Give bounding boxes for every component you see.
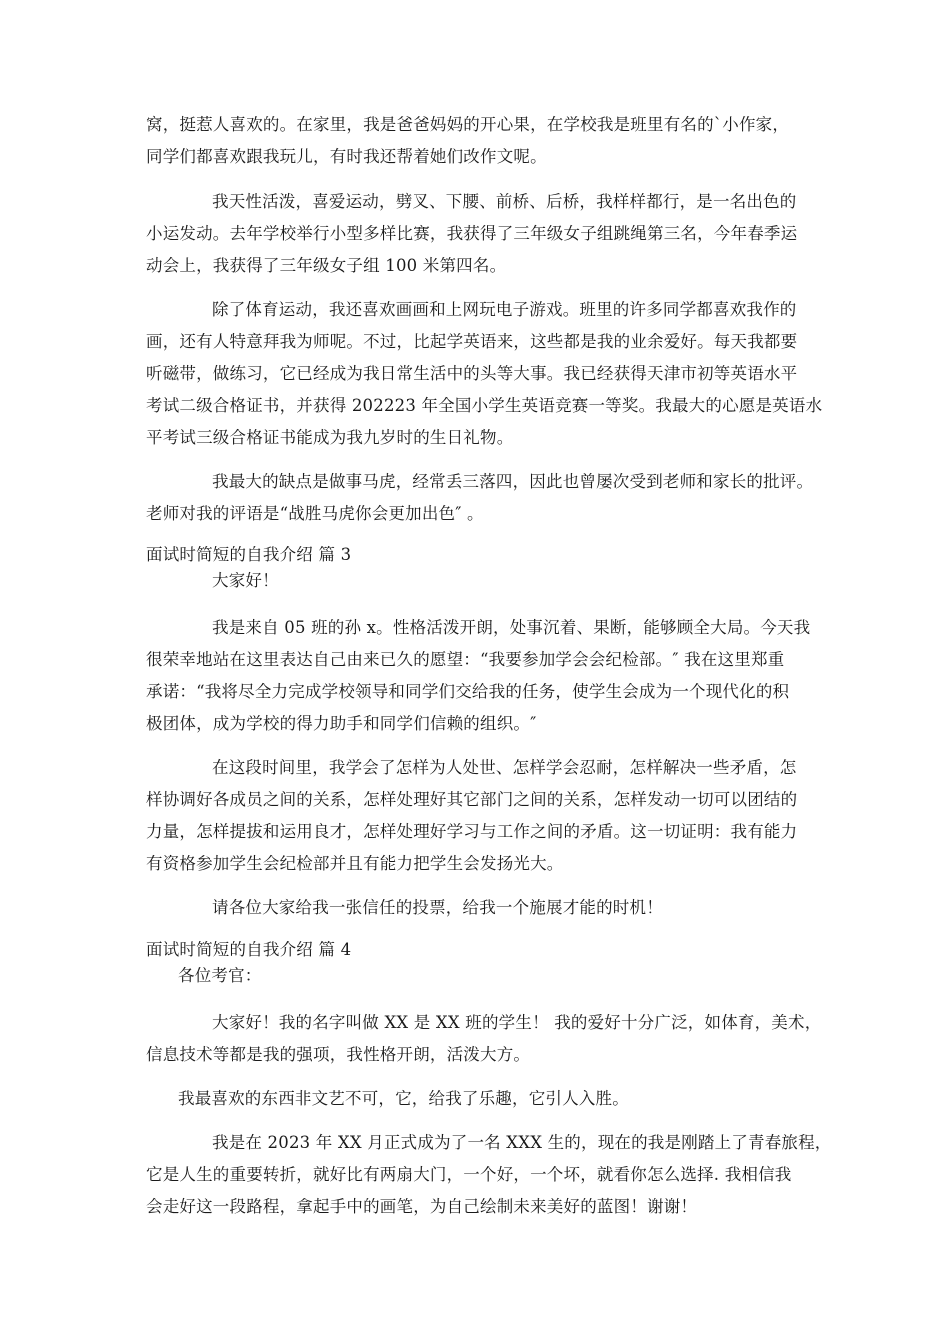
text-line: 大家好！我的名字叫做 XX 是 XX 班的学生！ 我的爱好十分广泛，如体育，美术，	[212, 1013, 822, 1032]
text-line: 考试二级合格证书，并获得 202223 年全国小学生英语竞赛一等奖。我最大的心愿是英语水	[146, 396, 823, 415]
text-line: 除了体育运动，我还喜欢画画和上网玩电子游戏。班里的许多同学都喜欢我作的	[212, 300, 797, 319]
text-line: 小运发动。去年学校举行小型多样比赛，我获得了三年级女子组跳绳第三名，今年春季运	[146, 224, 798, 243]
greeting: 大家好！	[212, 571, 279, 590]
text-line: 窝，挺惹人喜欢的。在家里，我是爸爸妈妈的开心果，在学校我是班里有名的`小作家，	[146, 115, 790, 134]
greeting: 各位考官：	[178, 966, 262, 985]
text-line: 会走好这一段路程，拿起手中的画笔，为自己绘制未来美好的蓝图！谢谢！	[146, 1197, 698, 1216]
text-line: 听磁带，做练习，它已经成为我日常生活中的头等大事。我已经获得天津市初等英语水平	[146, 364, 798, 383]
text-line: 我最喜欢的东西非文艺不可，它，给我了乐趣，它引人入胜。	[178, 1089, 629, 1108]
text-line: 老师对我的评语是“战胜马虎你会更加出色″ 。	[146, 504, 484, 523]
text-line: 有资格参加学生会纪检部并且有能力把学生会发扬光大。	[146, 854, 564, 873]
text-line: 它是人生的重要转折，就好比有两扇大门，一个好，一个坏，就看你怎么选择. 我相信我	[146, 1165, 792, 1184]
text-line: 我是来自 05 班的孙 x。性格活泼开朗，处事沉着、果断，能够顾全大局。今天我	[212, 618, 811, 637]
text-line: 力量，怎样提拔和运用良才，怎样处理好学习与工作之间的矛盾。这一切证明：我有能力	[146, 822, 798, 841]
section-heading: 面试时简短的自我介绍 篇 3	[146, 545, 352, 564]
text-line: 承诺：“我将尽全力完成学校领导和同学们交给我的任务，使学生会成为一个现代化的积	[146, 682, 790, 701]
text-line: 动会上，我获得了三年级女子组 100 米第四名。	[146, 256, 507, 275]
text-line: 在这段时间里，我学会了怎样为人处世、怎样学会忍耐，怎样解决一些矛盾，怎	[212, 758, 797, 777]
text-line: 很荣幸地站在这里表达自己由来已久的愿望：“我要参加学会会纪检部。″ 我在这里郑重	[146, 650, 785, 669]
text-line: 同学们都喜欢跟我玩儿，有时我还帮着她们改作文呢。	[146, 147, 547, 166]
text-line: 平考试三级合格证书能成为我九岁时的生日礼物。	[146, 428, 514, 447]
text-line: 信息技术等都是我的强项，我性格开朗，活泼大方。	[146, 1045, 531, 1064]
text-line: 极团体，成为学校的得力助手和同学们信赖的组织。″	[146, 714, 537, 733]
text-line: 画，还有人特意拜我为师呢。不过，比起学英语来，这些都是我的业余爱好。每天我都要	[146, 332, 798, 351]
text-line: 我是在 2023 年 XX 月正式成为了一名 XXX 生的，现在的我是刚踏上了青春旅程，	[212, 1133, 832, 1152]
section-heading: 面试时简短的自我介绍 篇 4	[146, 940, 352, 959]
text-line: 我最大的缺点是做事马虎，经常丢三落四，因此也曾屡次受到老师和家长的批评。	[212, 472, 814, 491]
text-line: 我天性活泼，喜爱运动，劈叉、下腰、前桥、后桥，我样样都行，是一名出色的	[212, 192, 797, 211]
text-line: 请各位大家给我一张信任的投票，给我一个施展才能的时机！	[212, 898, 663, 917]
text-line: 样协调好各成员之间的关系，怎样处理好其它部门之间的关系，怎样发动一切可以团结的	[146, 790, 798, 809]
